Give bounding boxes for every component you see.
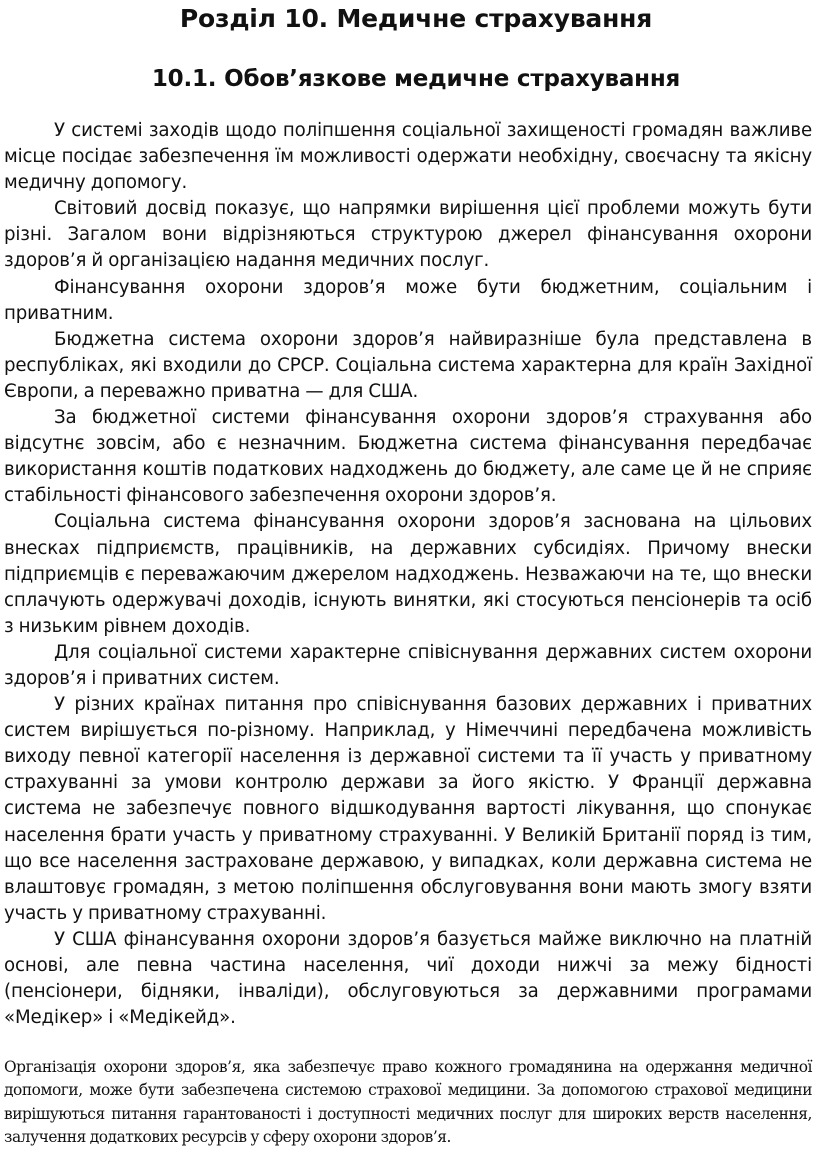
chapter-title: Розділ 10. Медичне страхування — [179, 4, 653, 33]
paragraph: Світовий досвід показує, що напрямки вирішення цієї проблеми можуть бути різні. Загалом вони відрізняються структурою джерел фінансування охорони здоров’я й організацією надання медичних послуг. — [4, 198, 812, 272]
section-title: 10.1. Обов’язкове медичне страхування — [151, 66, 681, 92]
paragraph: За бюджетної системи фінансування охорони здоров’я страхування або відсутнє зовсім, або є незначним. Бюджетна система фінансування передбачає використання коштів податкових надходжень до бюджету, але саме це й не сприяє стабільності фінансового забезпечення охорони здоров’я. — [4, 407, 812, 507]
body-text — [4, 118, 812, 1031]
paragraph: Бюджетна система охорони здоров’я найвиразніше була представлена в республіках, які входили до СРСР. Соціальна система характерна для країн Західної Європи, а переважно приватна — для США. — [4, 328, 812, 402]
paragraph: Для соціальної системи характерне співіснування державних систем охорони здоров’я і приватних систем. — [4, 641, 812, 689]
paragraph: Фінансування охорони здоров’я може бути бюджетним, соціальним і приватним. — [4, 276, 812, 324]
serif-paragraph: Організація охорони здоров’я, яка забезпечує право кожного громадянина на одержання медичної допомоги, може бути забезпечена системою страхової медицини. За допомогою страхової медицини вирішуються питання гарантованості і доступності медичних послуг для широких верств населення, залучення додаткових ресурсів у сферу охорони здоров’я. — [4, 1058, 812, 1147]
paragraph: У різних країнах питання про співіснування базових державних і приватних систем вирішується по-різному. Наприклад, у Німеччині передбачена можливість виходу певної категорії населення із державної системи та її участь у приватному страхуванні за умови контролю держави за його якістю. У Франції державна система не забезпечує повного відшкодування вартості лікування, що спонукає населення брати участь у приватному страхуванні. У Великій Британії поряд із тим, що все населення застраховане державою, у випадках, коли державна система не влаштовує громадян, з метою поліпшення обслуговування вони мають змогу взяти участь у приватному страхуванні. — [4, 694, 812, 924]
paragraph: У системі заходів щодо поліпшення соціальної захищеності громадян важливе місце посідає забезпечення їм можливості одержати необхідну, своєчасну та якісну медичну допомогу. — [4, 120, 812, 194]
paragraph: У США фінансування охорони здоров’я базується майже виключно на платній основі, але певна частина населення, чиї доходи нижчі за межу бідності (пенсіонери, бідняки, інваліди), обслуговуються за державними програмами «Медікер» і «Медікейд». — [4, 928, 812, 1029]
paragraph: Соціальна система фінансування охорони здоров’я заснована на цільових внесках підприємств, працівників, на державних субсидіях. Причому внески підприємців є переважаючим джерелом надходжень. Незважаючи на те, що внески сплачують одержувачі доходів, існують винятки, які стосуються пенсіонерів та осіб з низьким рівнем доходів. — [4, 511, 812, 637]
serif-text-block — [4, 1056, 812, 1150]
